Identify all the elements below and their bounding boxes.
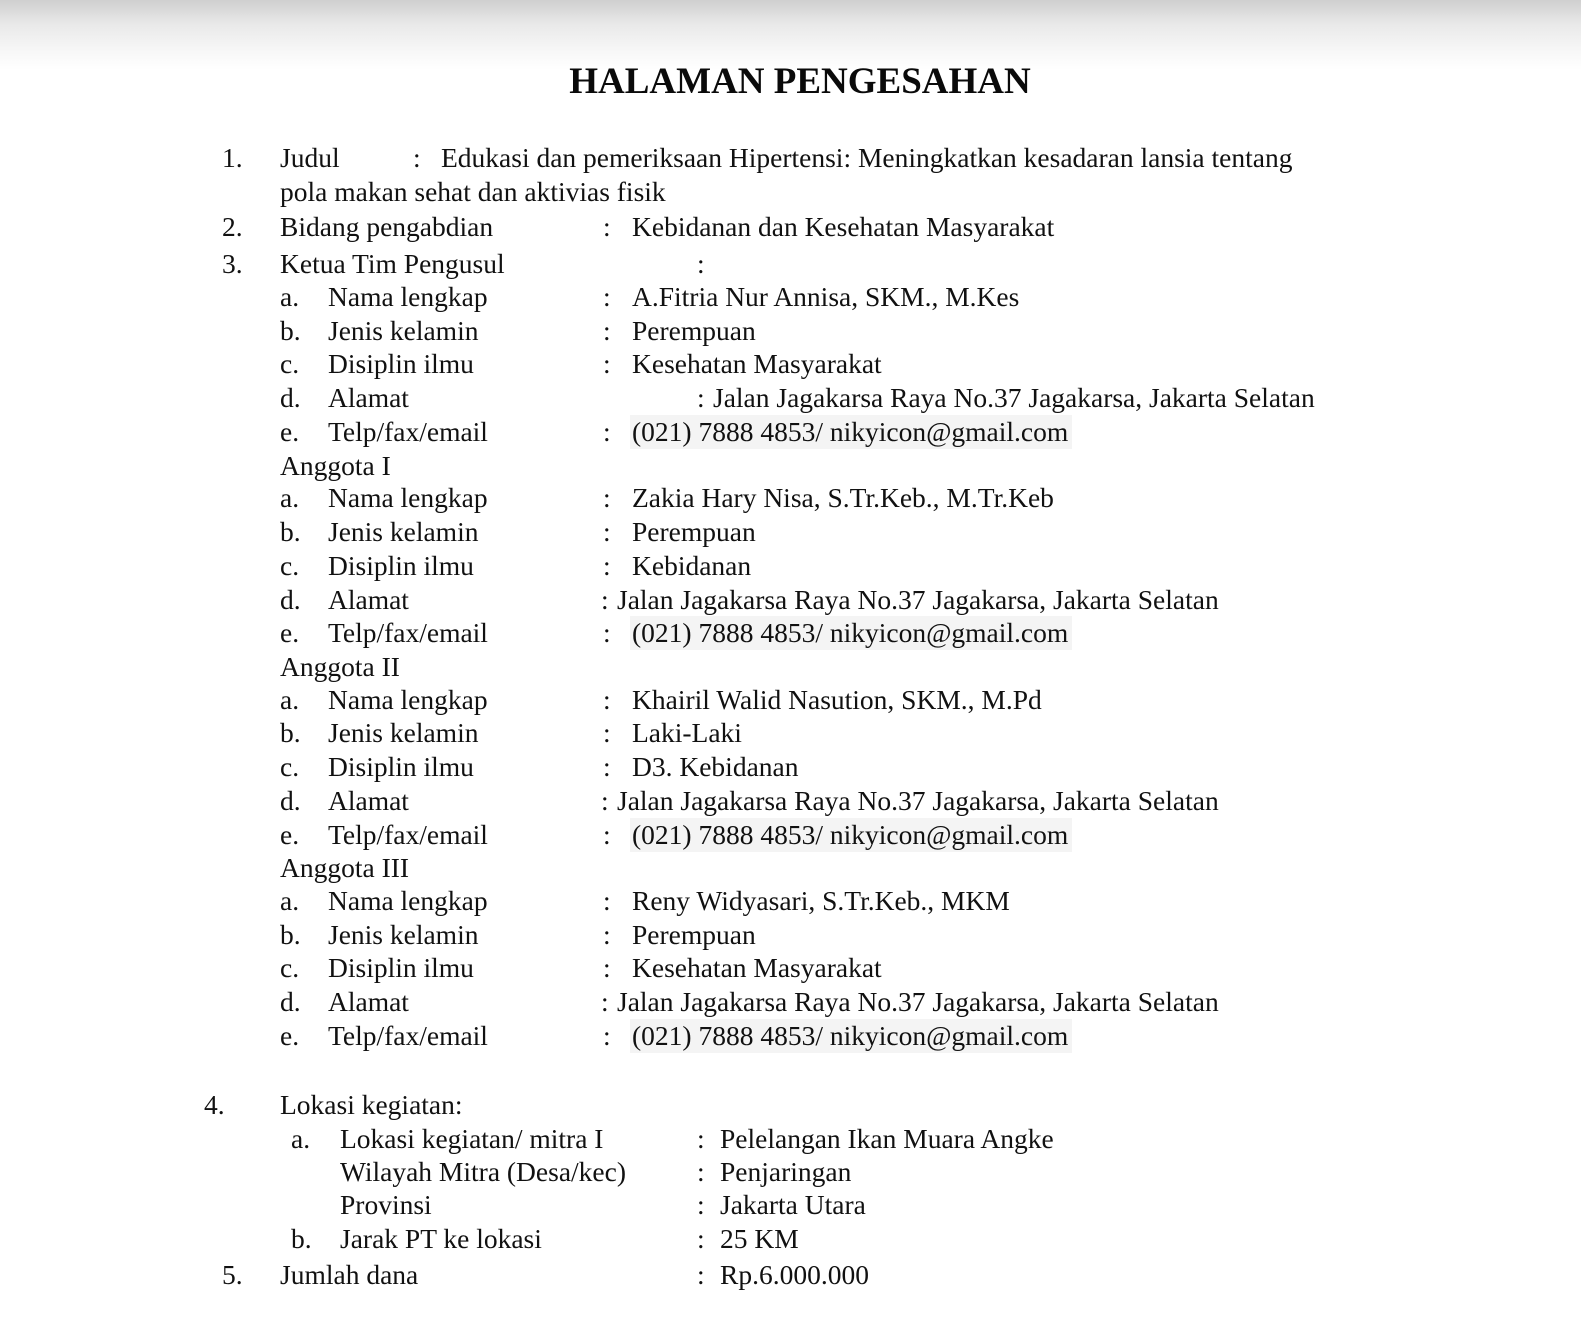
item-label: Lokasi kegiatan: bbox=[280, 1089, 463, 1120]
row-letter: e. bbox=[280, 416, 300, 447]
row-letter: b. bbox=[291, 1223, 312, 1254]
colon: : bbox=[603, 1020, 611, 1051]
row-value: Jalan Jagakarsa Raya No.37 Jagakarsa, Jakarta Selatan bbox=[617, 584, 1219, 615]
row-letter: e. bbox=[280, 1020, 300, 1051]
row-letter: d. bbox=[280, 584, 301, 615]
item-value: Kebidanan dan Kesehatan Masyarakat bbox=[632, 211, 1055, 242]
colon: : bbox=[603, 885, 611, 916]
row-label: Lokasi kegiatan/ mitra I bbox=[340, 1123, 604, 1154]
row-letter: e. bbox=[280, 617, 300, 648]
colon: : bbox=[697, 1223, 705, 1254]
colon: : bbox=[697, 248, 705, 279]
row-value: (021) 7888 4853/ nikyicon@gmail.com bbox=[630, 818, 1072, 852]
row-label: Jenis kelamin bbox=[328, 717, 479, 748]
row-letter: b. bbox=[280, 516, 301, 547]
row-label: Nama lengkap bbox=[328, 281, 488, 312]
row-label: Telp/fax/email bbox=[328, 1020, 488, 1051]
row-letter: a. bbox=[280, 684, 300, 715]
colon: : bbox=[697, 1123, 705, 1154]
row-value: Perempuan bbox=[632, 516, 756, 547]
row-label: Disiplin ilmu bbox=[328, 550, 474, 581]
row-letter: a. bbox=[280, 482, 300, 513]
colon: : bbox=[601, 986, 609, 1017]
row-label: Jenis kelamin bbox=[328, 919, 479, 950]
colon: : bbox=[603, 348, 611, 379]
row-value: Perempuan bbox=[632, 315, 756, 346]
colon: : bbox=[603, 211, 611, 242]
row-label: Nama lengkap bbox=[328, 885, 488, 916]
row-label: Jenis kelamin bbox=[328, 315, 479, 346]
colon: : bbox=[603, 751, 611, 782]
item-value-continued: pola makan sehat dan aktivias fisik bbox=[280, 176, 666, 207]
colon: : bbox=[603, 952, 611, 983]
group-heading: Anggota II bbox=[280, 651, 400, 682]
row-value: Kesehatan Masyarakat bbox=[632, 952, 882, 983]
row-value: Laki-Laki bbox=[632, 717, 742, 748]
group-heading: Anggota III bbox=[280, 852, 410, 883]
row-value: A.Fitria Nur Annisa, SKM., M.Kes bbox=[632, 281, 1020, 312]
row-value: Perempuan bbox=[632, 919, 756, 950]
row-letter: b. bbox=[280, 919, 301, 950]
colon: : bbox=[413, 142, 421, 173]
row-label: Alamat bbox=[328, 986, 409, 1017]
row-value: Khairil Walid Nasution, SKM., M.Pd bbox=[632, 684, 1042, 715]
colon: : bbox=[603, 416, 611, 447]
row-letter: a. bbox=[280, 885, 300, 916]
row-letter: b. bbox=[280, 717, 301, 748]
item-label: Bidang pengabdian bbox=[280, 211, 494, 242]
colon: : bbox=[603, 819, 611, 850]
row-letter: c. bbox=[280, 952, 300, 983]
row-value: Zakia Hary Nisa, S.Tr.Keb., M.Tr.Keb bbox=[632, 482, 1054, 513]
group-heading: Anggota I bbox=[280, 450, 391, 481]
row-label: Alamat bbox=[328, 785, 409, 816]
row-letter: a. bbox=[291, 1123, 311, 1154]
row-label: Provinsi bbox=[340, 1189, 432, 1220]
colon: : bbox=[603, 281, 611, 312]
colon: : bbox=[603, 516, 611, 547]
colon: : bbox=[697, 1156, 705, 1187]
row-value: (021) 7888 4853/ nikyicon@gmail.com bbox=[630, 415, 1072, 449]
row-label: Alamat bbox=[328, 382, 409, 413]
colon: : bbox=[603, 717, 611, 748]
item-value: Edukasi dan pemeriksaan Hipertensi: Meningkatkan kesadaran lansia tentang bbox=[441, 142, 1293, 173]
row-value: Reny Widyasari, S.Tr.Keb., MKM bbox=[632, 885, 1010, 916]
row-value: Jalan Jagakarsa Raya No.37 Jagakarsa, Jakarta Selatan bbox=[617, 785, 1219, 816]
row-label: Jarak PT ke lokasi bbox=[340, 1223, 542, 1254]
row-value: (021) 7888 4853/ nikyicon@gmail.com bbox=[630, 616, 1072, 650]
row-letter: c. bbox=[280, 550, 300, 581]
row-value: Pelelangan Ikan Muara Angke bbox=[720, 1123, 1054, 1154]
row-letter: b. bbox=[280, 315, 301, 346]
row-label: Disiplin ilmu bbox=[328, 348, 474, 379]
item-number: 3. bbox=[222, 248, 243, 279]
row-value: 25 KM bbox=[720, 1223, 799, 1254]
document-title: HALAMAN PENGESAHAN bbox=[569, 61, 1031, 102]
item-number: 1. bbox=[222, 142, 243, 173]
item-number: 4. bbox=[204, 1089, 225, 1120]
colon: : bbox=[603, 684, 611, 715]
colon: : bbox=[697, 382, 705, 413]
colon: : bbox=[603, 482, 611, 513]
row-label: Jenis kelamin bbox=[328, 516, 479, 547]
row-letter: a. bbox=[280, 281, 300, 312]
item-number: 2. bbox=[222, 211, 243, 242]
row-label: Telp/fax/email bbox=[328, 819, 488, 850]
colon: : bbox=[601, 584, 609, 615]
item-label: Jumlah dana bbox=[280, 1259, 419, 1290]
row-value: Penjaringan bbox=[720, 1156, 852, 1187]
row-letter: d. bbox=[280, 785, 301, 816]
item-label: Ketua Tim Pengusul bbox=[280, 248, 505, 279]
row-label: Nama lengkap bbox=[328, 482, 488, 513]
colon: : bbox=[603, 550, 611, 581]
row-label: Wilayah Mitra (Desa/kec) bbox=[340, 1156, 626, 1187]
row-letter: d. bbox=[280, 382, 301, 413]
row-value: Kesehatan Masyarakat bbox=[632, 348, 882, 379]
row-value: Kebidanan bbox=[632, 550, 752, 581]
row-label: Telp/fax/email bbox=[328, 416, 488, 447]
row-label: Alamat bbox=[328, 584, 409, 615]
colon: : bbox=[697, 1189, 705, 1220]
item-value: Rp.6.000.000 bbox=[720, 1259, 869, 1290]
colon: : bbox=[601, 785, 609, 816]
row-label: Nama lengkap bbox=[328, 684, 488, 715]
colon: : bbox=[697, 1259, 705, 1290]
row-value: Jalan Jagakarsa Raya No.37 Jagakarsa, Jakarta Selatan bbox=[617, 986, 1219, 1017]
item-label: Judul bbox=[280, 142, 340, 173]
row-label: Telp/fax/email bbox=[328, 617, 488, 648]
row-letter: e. bbox=[280, 819, 300, 850]
item-number: 5. bbox=[222, 1259, 243, 1290]
row-value: Jalan Jagakarsa Raya No.37 Jagakarsa, Jakarta Selatan bbox=[713, 382, 1315, 413]
row-label: Disiplin ilmu bbox=[328, 751, 474, 782]
row-value: D3. Kebidanan bbox=[632, 751, 799, 782]
row-letter: d. bbox=[280, 986, 301, 1017]
row-letter: c. bbox=[280, 348, 300, 379]
row-letter: c. bbox=[280, 751, 300, 782]
colon: : bbox=[603, 617, 611, 648]
row-value: Jakarta Utara bbox=[720, 1189, 866, 1220]
colon: : bbox=[603, 919, 611, 950]
row-label: Disiplin ilmu bbox=[328, 952, 474, 983]
colon: : bbox=[603, 315, 611, 346]
row-value: (021) 7888 4853/ nikyicon@gmail.com bbox=[630, 1019, 1072, 1053]
